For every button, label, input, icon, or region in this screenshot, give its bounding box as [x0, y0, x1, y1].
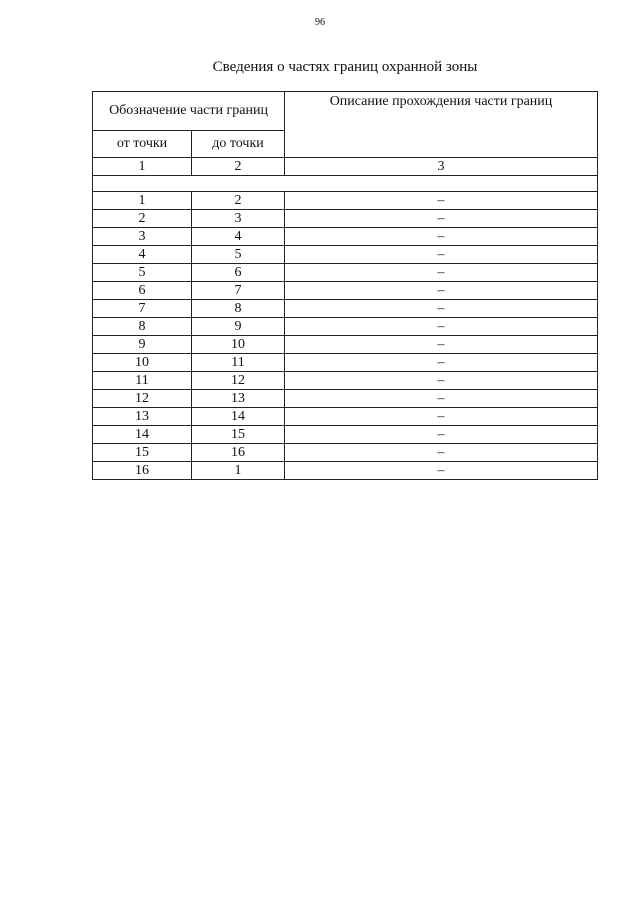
- description-cell: –: [285, 426, 598, 444]
- description-cell: –: [285, 336, 598, 354]
- table-row: [93, 390, 598, 408]
- table-row: [93, 300, 598, 318]
- table-row: [93, 354, 598, 372]
- table-row: [93, 444, 598, 462]
- column-number-3: 3: [285, 158, 598, 176]
- to-point-cell: 1: [192, 462, 285, 480]
- description-cell: –: [285, 282, 598, 300]
- from-point-cell: 14: [93, 426, 192, 444]
- from-point-cell: 3: [93, 228, 192, 246]
- table-row: [93, 264, 598, 282]
- to-point-cell: 4: [192, 228, 285, 246]
- to-point-cell: 12: [192, 372, 285, 390]
- from-point-cell: 2: [93, 210, 192, 228]
- column-number-1: 1: [93, 158, 192, 176]
- to-point-cell: 6: [192, 264, 285, 282]
- description-cell: –: [285, 462, 598, 480]
- description-cell: –: [285, 444, 598, 462]
- to-point-cell: 3: [192, 210, 285, 228]
- column-number-row: [93, 158, 598, 176]
- table-row: [93, 372, 598, 390]
- table-row: [93, 408, 598, 426]
- to-point-cell: 8: [192, 300, 285, 318]
- document-title: Сведения о частях границ охранной зоны: [212, 59, 478, 75]
- description-cell: –: [285, 354, 598, 372]
- table-row: [93, 228, 598, 246]
- description-cell: –: [285, 264, 598, 282]
- from-point-cell: 13: [93, 408, 192, 426]
- from-point-cell: 16: [93, 462, 192, 480]
- table-row: [93, 336, 598, 354]
- table-row: [93, 282, 598, 300]
- boundary-parts-table: [92, 91, 598, 480]
- from-point-cell: 1: [93, 192, 192, 210]
- to-point-cell: 14: [192, 408, 285, 426]
- from-point-cell: 15: [93, 444, 192, 462]
- to-point-cell: 5: [192, 246, 285, 264]
- to-point-cell: 9: [192, 318, 285, 336]
- table-row: [93, 426, 598, 444]
- from-point-cell: 11: [93, 372, 192, 390]
- description-cell: –: [285, 318, 598, 336]
- description-cell: –: [285, 192, 598, 210]
- description-cell: –: [285, 228, 598, 246]
- table-row: [93, 192, 598, 210]
- from-point-cell: 7: [93, 300, 192, 318]
- column-number-2: 2: [192, 158, 285, 176]
- table-row: [93, 210, 598, 228]
- from-point-cell: 9: [93, 336, 192, 354]
- header-to-point: до точки: [192, 131, 285, 158]
- from-point-cell: 4: [93, 246, 192, 264]
- to-point-cell: 7: [192, 282, 285, 300]
- table-body: [93, 158, 598, 480]
- to-point-cell: 13: [192, 390, 285, 408]
- to-point-cell: 16: [192, 444, 285, 462]
- table-row: [93, 318, 598, 336]
- description-cell: –: [285, 300, 598, 318]
- page-number: 96: [315, 17, 325, 28]
- header-from-point: от точки: [93, 131, 192, 158]
- description-cell: –: [285, 390, 598, 408]
- description-cell: –: [285, 408, 598, 426]
- from-point-cell: 5: [93, 264, 192, 282]
- description-cell: –: [285, 246, 598, 264]
- from-point-cell: 6: [93, 282, 192, 300]
- to-point-cell: 10: [192, 336, 285, 354]
- description-cell: –: [285, 210, 598, 228]
- to-point-cell: 11: [192, 354, 285, 372]
- description-cell: –: [285, 372, 598, 390]
- from-point-cell: 10: [93, 354, 192, 372]
- header-boundary-designation: Обозначение части границ: [93, 92, 285, 131]
- to-point-cell: 15: [192, 426, 285, 444]
- table-row: [93, 462, 598, 480]
- empty-section-cell: [93, 176, 598, 192]
- header-boundary-description: Описание прохождения части границ: [285, 92, 598, 158]
- from-point-cell: 12: [93, 390, 192, 408]
- to-point-cell: 2: [192, 192, 285, 210]
- table-row: [93, 246, 598, 264]
- empty-section-row: [93, 176, 598, 192]
- from-point-cell: 8: [93, 318, 192, 336]
